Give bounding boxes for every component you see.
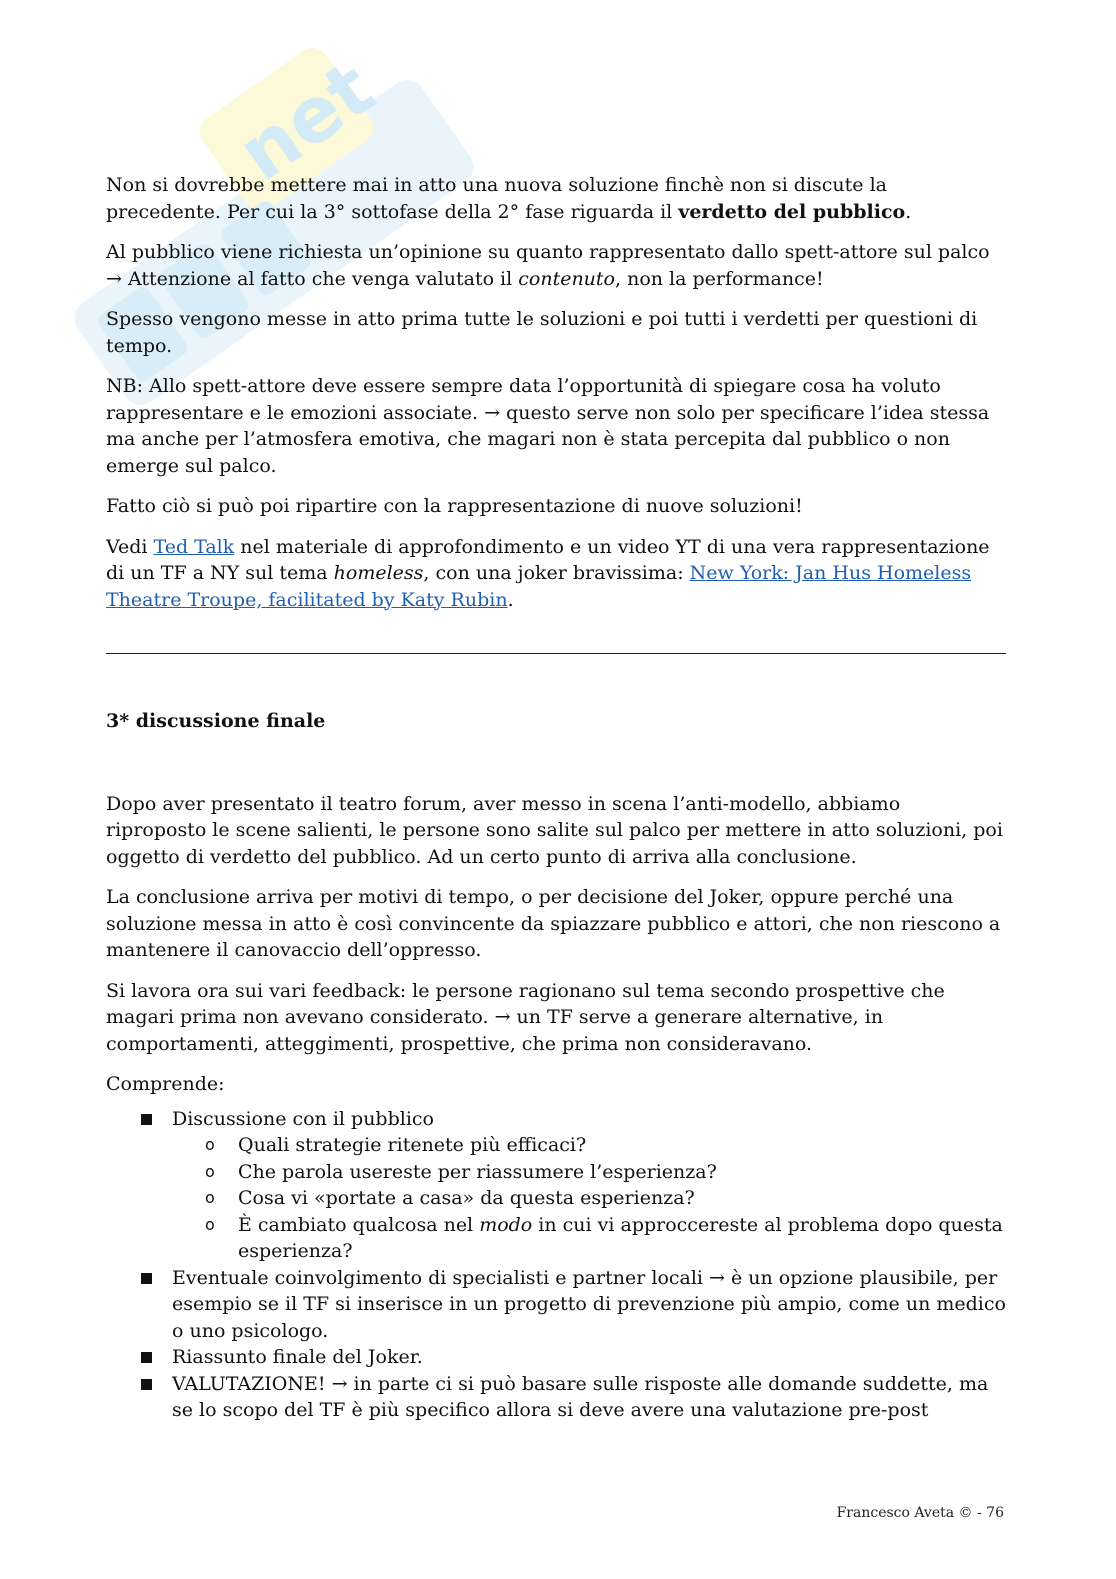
list-item-text: in parte ci si può basare sulle risposte alle domande suddette, ma se lo scopo del TF è più specifico allora si deve avere una valutazione pre-post bbox=[172, 1372, 989, 1421]
list-item-label: Discussione con il pubblico bbox=[172, 1107, 434, 1130]
arrow-right-icon: → bbox=[709, 1266, 725, 1289]
sub-list-item bbox=[238, 1212, 1006, 1265]
sub-list-item: o Cosa vi «portate a casa» da questa esperienza? bbox=[238, 1185, 1006, 1212]
arrow-right-icon: → bbox=[494, 1006, 511, 1028]
sub-list-item: o Che parola usereste per riassumere l’esperienza? bbox=[238, 1159, 1006, 1186]
bullet-list bbox=[106, 1106, 1006, 1424]
arrow-right-icon: → bbox=[484, 401, 501, 424]
paragraph-text: Non si dovrebbe mettere mai in atto una nuova soluzione finchè non si discute la precedente. Per cui la 3° sottofase della 2° fase riguarda il bbox=[106, 174, 887, 223]
ted-talk-link[interactable]: Ted Talk bbox=[153, 535, 235, 558]
document-page bbox=[106, 172, 1006, 1424]
paragraph-nb bbox=[106, 373, 1006, 479]
paragraph-text: Attenzione al fatto che venga valutato il bbox=[121, 267, 519, 290]
paragraph-text: Al pubblico viene richiesta un’opinione su quanto rappresentato dallo spett-attore sul palco bbox=[106, 241, 990, 263]
arrow-right-icon: → bbox=[331, 1372, 348, 1395]
italic-text: modo bbox=[479, 1213, 533, 1236]
paragraph-text: , con una joker bravissima: bbox=[423, 562, 690, 584]
new-york-video-link[interactable]: New York: Jan Hus Homeless Theatre Troupe, facilitated by Katy Rubin bbox=[106, 562, 972, 611]
page-footer: Francesco Aveta © - 76 bbox=[836, 1505, 1004, 1521]
paragraph-text: NB: Allo spett-attore deve essere sempre data l’opportunità di spiegare cosa ha voluto rappresentare e le emozioni associate. bbox=[106, 375, 941, 424]
paragraph-text: nel materiale di approfondimento e un video YT di una vera rappresentazione di un TF a NY sul tema bbox=[106, 535, 990, 584]
paragraph-end: . bbox=[507, 588, 514, 611]
paragraph-text: un TF serve a generare alternative, in comportamenti, atteggimenti, prospettive, che prima non consideravano. bbox=[106, 1006, 884, 1055]
paragraph-opinione bbox=[106, 239, 1006, 292]
list-item-text: È cambiato qualcosa nel bbox=[238, 1213, 480, 1236]
list-item-text: in cui vi approccereste al problema dopo questa esperienza? bbox=[238, 1213, 1003, 1262]
sub-list bbox=[172, 1132, 1006, 1265]
paragraph-comprende: Comprende: bbox=[106, 1073, 225, 1095]
paragraph-dopo: Dopo aver presentato il teatro forum, aver messo in scena l’anti-modello, abbiamo riproposto le scene salienti, le persone sono salite sul palco per mettere in atto soluzioni, poi oggetto di verdetto del pubblico. Ad un certo punto di arriva alla conclusione. bbox=[106, 792, 1003, 868]
paragraph-text: questo serve non solo per specificare l’idea stessa ma anche per l’atmosfera emotiva, che magari non è stata percepita dal pubblico o non emerge sul palco. bbox=[106, 401, 990, 477]
arrow-right-icon: → bbox=[106, 267, 122, 290]
list-item bbox=[172, 1371, 1006, 1424]
bold-text: verdetto del pubblico bbox=[678, 200, 906, 223]
watermark-text: net bbox=[222, 43, 390, 198]
sub-list-item: o Quali strategie ritenete più efficaci? bbox=[238, 1132, 1006, 1159]
paragraph-tempo: Spesso vengono messe in atto prima tutte le soluzioni e poi tutti i verdetti per questioni di tempo. bbox=[106, 308, 978, 357]
italic-text: homeless bbox=[333, 562, 424, 584]
paragraph-conclusione: La conclusione arriva per motivi di tempo, o per decisione del Joker, oppure perché una soluzione messa in atto è così convincente da spiazzare pubblico e attori, che non riescono a mantenere il canovaccio dell’oppresso. bbox=[106, 886, 1001, 961]
paragraph-end: , non la performance! bbox=[615, 267, 824, 290]
list-item bbox=[172, 1106, 1006, 1265]
horizontal-rule bbox=[106, 653, 1006, 654]
list-item: Riassunto finale del Joker. bbox=[172, 1344, 1006, 1371]
section-discussione bbox=[106, 791, 1006, 1424]
paragraph-text: Si lavora ora sui vari feedback: le persone ragionano sul tema secondo prospettive che magari prima non avevano considerato. bbox=[106, 979, 945, 1028]
paragraph-text: Vedi bbox=[106, 535, 154, 558]
paragraph-end: . bbox=[905, 200, 912, 223]
paragraph-ripartire: Fatto ciò si può poi ripartire con la rappresentazione di nuove soluzioni! bbox=[106, 495, 803, 517]
italic-text: contenuto bbox=[518, 267, 615, 290]
paragraph-verdetto bbox=[106, 172, 1006, 225]
paragraph-feedback bbox=[106, 978, 1006, 1058]
paragraph-vedi bbox=[106, 534, 1006, 614]
section-heading: 3* discussione finale bbox=[106, 710, 326, 732]
list-item-text: VALUTAZIONE! bbox=[172, 1372, 332, 1395]
list-item-text: Eventuale coinvolgimento di specialisti e partner locali bbox=[172, 1266, 710, 1289]
list-item bbox=[172, 1265, 1006, 1345]
list-item-text: è un opzione plausibile, per esempio se il TF si inserisce in un progetto di prevenzione più ampio, come un medico o uno psicologo. bbox=[172, 1266, 1006, 1342]
